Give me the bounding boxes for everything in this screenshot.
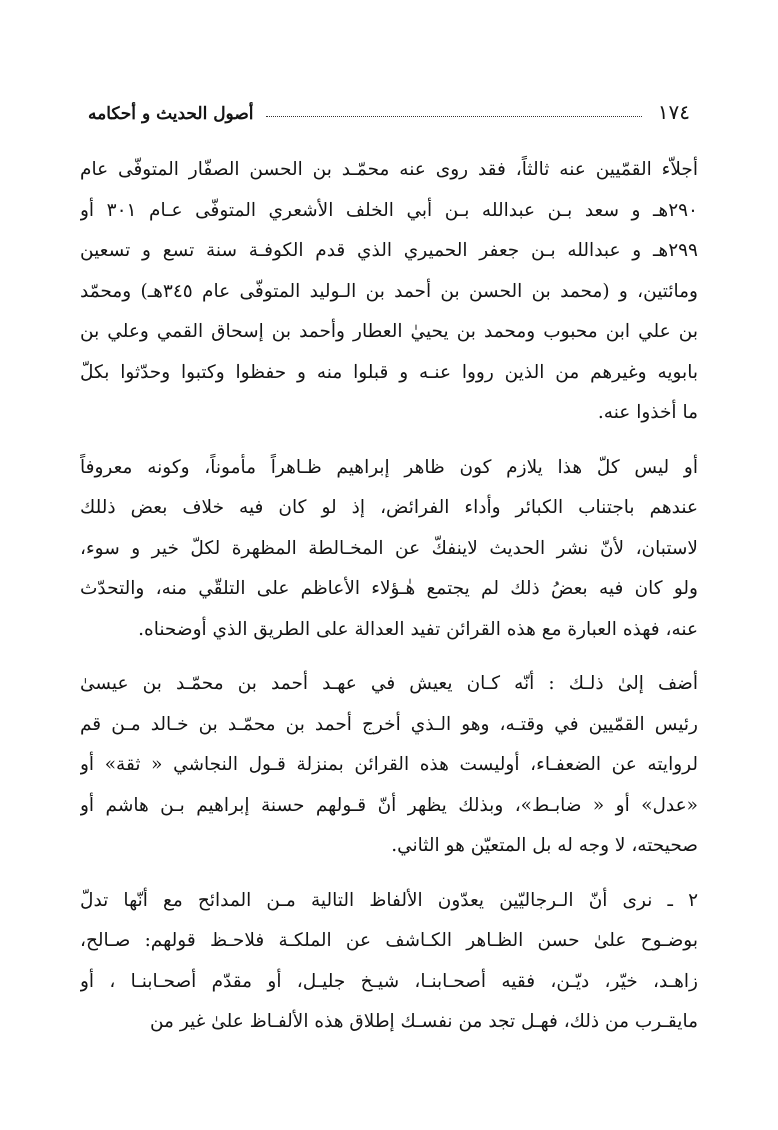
text-line: رئيس القمّيين في وقتـه، وهو الـذي أخرج أحمد بن محمّـد بن خـالد مـن قم [80,713,698,735]
paragraph [80,664,698,867]
text-line: لروايته عن الضعفـاء، أوليست هذه القرائن بمنزلة قـول النجاشي « ثقة» أو [80,754,698,775]
text-line: بوضـوح علىٰ حسن الظـاهر الكـاشف عن الملكـة فلاحـظ قولهم: صـالح، [80,930,698,951]
paragraph [80,881,698,1043]
text-line: أجلاّء القمّيين عنه ثالثاً، فقد روى عنه محمّـد بن الحسن الصفّار المتوفّى عام [80,159,698,180]
text-line: عنه، فهذه العبارة مع هذه القرائن تفيد العدالة على الطريق الذي أوضحناه. [138,618,698,640]
paragraph [80,448,698,651]
text-line: «عدل» أو « ضابـط»، وبذلك يظهر أنّ قـولهم حسنة إبراهيم بـن هاشم أو [80,794,698,816]
text-line: ومائتين، و (محمد بن الحسن بن أحمد بن الـوليد المتوفّى عام ٣٤٥هـ) ومحمّد [80,280,698,302]
text-line: ٢٩٠هـ و سعد بـن عبدالله بـن أبي الخلف الأشعري المتوفّى عـام ٣٠١ أو [80,199,698,221]
text-line: ٢ ـ نرى أنّ الـرجاليّين يعدّون الألفاظ التالية مـن المدائح مع أنّها تدلّ [80,889,698,911]
page-number: ١٧٤ [657,100,690,124]
paragraph [80,150,698,434]
running-header [88,92,690,124]
text-line: عندهم باجتناب الكبائر وأداء الفرائض، إذ لو كان فيه خلاف بعض ذللك [80,497,698,518]
body-text [80,150,698,1043]
book-title: أصول الحديث و أحكامه [88,104,254,124]
text-line: أو ليس كلّ هذا يلازم كون ظاهر إبراهيم ظـاهراً مأموناً، وكونه معروفاً [80,456,698,478]
text-line: صحيحته، لا وجه له بل المتعيّن هو الثاني. [391,835,698,856]
text-line: أضف إلىٰ ذلـك : أنّه كـان يعيش في عهـد أحمد بن محمّـد بن عيسىٰ [80,673,698,694]
text-line: بن علي ابن محبوب ومحمد بن يحييٰ العطار وأحمد بن إسحاق القمي وعلي بن [80,321,698,342]
text-line: لاستبان، لأنّ نشر الحديث لاينفكّ عن المخـالطة المظهرة لكلّ خير و سوء، [80,537,698,559]
paragraph-gap [80,650,698,664]
text-line: زاهـد، خيّر، ديّـن، فقيه أصحـابنـا، شيـخ جليـل، أو مقدّم أصحـابنـا ، أو [80,970,698,992]
text-line: ولو كان فيه بعضُ ذلك لم يجتمع هٰـؤلاء الأعاظم على التلقّي منه، والتحدّث [80,578,698,599]
header-dotted-leader [266,116,642,117]
text-line: ما أخذوا عنه. [597,402,698,423]
text-line: بابويه وغيرهم من الذين رووا عنـه و قبلوا منه و حفظوا وكتبوا وحدّثوا بكلّ [80,361,698,383]
text-line: ٢٩٩هـ و عبدالله بـن جعفر الحميري الذي قدم الكوفـة سنة تسع و تسعين [80,240,698,261]
text-line: مايقـرب من ذلك، فهـل تجد من نفسـك إطلاق هذه الألفـاظ علىٰ غير من [149,1011,698,1032]
paragraph-gap [80,867,698,881]
paragraph-gap [80,434,698,448]
